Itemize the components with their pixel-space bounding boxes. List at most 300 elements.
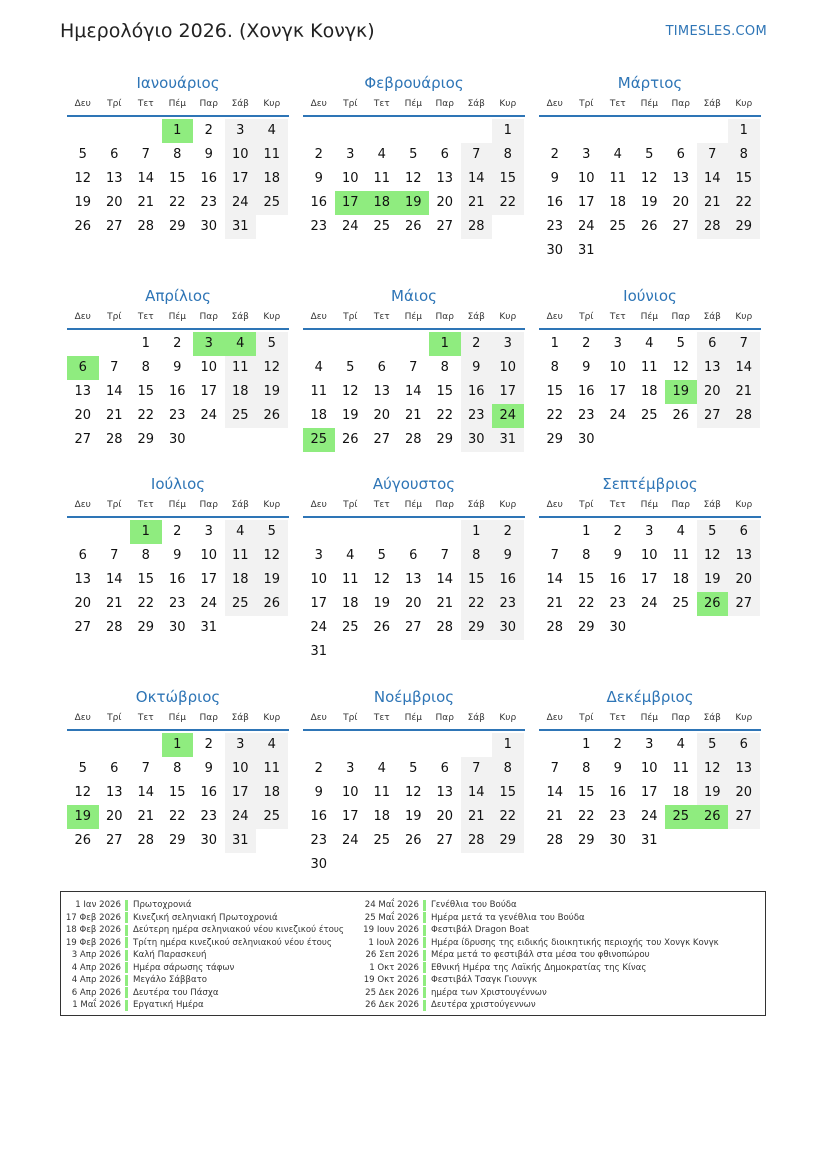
day-cell: 16 [168, 384, 186, 399]
day-cell: 30 [492, 616, 524, 640]
day-cell: 6 [697, 332, 729, 356]
day-cell: 4 [314, 360, 323, 375]
day-cell: 10 [640, 761, 658, 776]
day-cell: 3 [204, 524, 213, 539]
weekday-label: Παρ [671, 713, 690, 723]
day-cell: 4 [377, 147, 386, 162]
empty-cell [366, 332, 398, 356]
day-cell: 22 [577, 596, 595, 611]
weekday-header [303, 310, 525, 330]
day-cell: 27 [373, 432, 391, 447]
day-grid [303, 520, 525, 664]
day-cell: 23 [546, 219, 564, 234]
day-cell: 3 [645, 524, 654, 539]
holiday-marker [125, 950, 128, 961]
holiday-date: 6 Απρ 2026 [71, 987, 121, 998]
day-cell: 13 [105, 785, 123, 800]
weekday-label: Σάβ [703, 99, 721, 109]
day-cell: 12 [74, 785, 92, 800]
day-cell: 22 [492, 191, 524, 215]
weekday-label: Παρ [199, 312, 218, 322]
holiday-marker [125, 962, 128, 973]
weekday-header [67, 711, 289, 731]
empty-cell [429, 119, 461, 143]
empty-cell [67, 733, 99, 757]
day-cell: 15 [728, 167, 760, 191]
day-cell: 12 [256, 544, 288, 568]
weekday-label: Πέμ [168, 713, 186, 723]
holiday-row [359, 949, 719, 962]
day-cell: 17 [225, 781, 257, 805]
holiday-row [61, 974, 344, 987]
day-cell: 15 [577, 572, 595, 587]
holiday-marker [423, 987, 426, 998]
day-cell: 29 [492, 829, 524, 853]
weekday-header [539, 310, 761, 330]
day-cell: 5 [256, 520, 288, 544]
empty-cell [398, 520, 430, 544]
day-cell: 28 [105, 432, 123, 447]
day-cell: 26 [672, 408, 690, 423]
weekday-label: Δευ [310, 713, 327, 723]
holiday-row [359, 999, 719, 1012]
month-name: Μάιος [391, 287, 437, 305]
day-cell: 14 [137, 171, 155, 186]
holiday-name: Ημέρα μετά τα γενέθλια του Βούδα [431, 912, 585, 923]
day-cell: 25 [225, 592, 257, 616]
day-cell: 8 [461, 544, 493, 568]
day-cell: 8 [728, 143, 760, 167]
weekday-label: Παρ [435, 713, 454, 723]
day-cell: 7 [461, 143, 493, 167]
day-cell: 13 [373, 384, 391, 399]
day-cell: 10 [225, 143, 257, 167]
day-cell: 29 [137, 620, 155, 635]
day-cell: 17 [310, 596, 328, 611]
month-name: Ιούνιος [623, 287, 677, 305]
holiday-marker [125, 912, 128, 923]
holiday-date: 18 Φεβ 2026 [65, 925, 121, 936]
day-cell: 12 [697, 544, 729, 568]
day-cell: 28 [546, 620, 564, 635]
day-cell: 14 [546, 785, 564, 800]
empty-cell [99, 733, 131, 757]
empty-cell [67, 520, 99, 544]
weekday-header [303, 711, 525, 731]
day-cell: 27 [728, 592, 760, 616]
day-cell: 25 [341, 620, 359, 635]
day-cell: 19 [74, 195, 92, 210]
weekday-label: Κυρ [499, 500, 517, 510]
day-cell: 23 [310, 219, 328, 234]
day-cell: 21 [404, 408, 422, 423]
day-cell: 7 [110, 548, 119, 563]
day-cell: 10 [310, 572, 328, 587]
weekday-label: Σάβ [231, 713, 249, 723]
day-cell: 19 [697, 781, 729, 805]
weekday-label: Τετ [373, 99, 390, 109]
day-cell: 30 [461, 428, 493, 452]
day-cell: 20 [697, 380, 729, 404]
day-cell: 3 [582, 147, 591, 162]
empty-cell [335, 520, 367, 544]
day-cell: 28 [697, 215, 729, 239]
day-cell: 27 [436, 219, 454, 234]
day-cell: 21 [728, 380, 760, 404]
day-cell: 16 [200, 171, 218, 186]
holiday-day-cell: 25 [303, 428, 335, 452]
holiday-day-cell: 4 [225, 332, 257, 356]
holiday-marker [423, 925, 426, 936]
holiday-day-cell: 18 [366, 191, 398, 215]
day-cell: 4 [676, 524, 685, 539]
day-cell: 30 [200, 833, 218, 848]
weekday-label: Τρί [343, 500, 358, 510]
day-cell: 20 [728, 568, 760, 592]
weekday-label: Σάβ [231, 312, 249, 322]
holiday-day-cell: 6 [67, 356, 99, 380]
day-cell: 23 [168, 408, 186, 423]
day-cell: 14 [404, 384, 422, 399]
day-cell: 24 [640, 596, 658, 611]
day-cell: 12 [74, 171, 92, 186]
day-cell: 29 [168, 219, 186, 234]
day-cell: 28 [105, 620, 123, 635]
page-title: Ημερολόγιο 2026. (Χονγκ Κονγκ) [60, 20, 375, 42]
day-cell: 28 [137, 833, 155, 848]
weekday-label: Δευ [310, 500, 327, 510]
month-name: Σεπτέμβριος [602, 475, 698, 493]
empty-cell [366, 520, 398, 544]
day-cell: 13 [74, 572, 92, 587]
day-cell: 14 [546, 572, 564, 587]
day-cell: 20 [436, 195, 454, 210]
day-cell: 8 [440, 360, 449, 375]
day-cell: 18 [225, 380, 257, 404]
day-cell: 4 [676, 737, 685, 752]
day-cell: 12 [341, 384, 359, 399]
weekday-label: Παρ [671, 312, 690, 322]
day-cell: 9 [204, 147, 213, 162]
holiday-name: Φεστιβάλ Τσαγκ Γιουνγκ [431, 975, 538, 986]
holiday-row [61, 999, 344, 1012]
weekday-label: Τετ [373, 312, 390, 322]
day-cell: 16 [168, 572, 186, 587]
day-cell: 11 [672, 761, 690, 776]
day-cell: 3 [225, 119, 257, 143]
day-cell: 20 [105, 809, 123, 824]
weekday-header [539, 498, 761, 518]
weekday-label: Πέμ [640, 99, 658, 109]
day-cell: 23 [200, 195, 218, 210]
day-cell: 20 [74, 596, 92, 611]
day-cell: 27 [697, 404, 729, 428]
weekday-label: Κυρ [735, 99, 753, 109]
empty-cell [303, 520, 335, 544]
holiday-row [359, 924, 719, 937]
month-block [539, 474, 761, 640]
holiday-day-cell: 26 [697, 805, 729, 829]
weekday-label: Κυρ [499, 713, 517, 723]
day-cell: 31 [310, 644, 328, 659]
day-grid [539, 332, 761, 452]
day-cell: 29 [168, 833, 186, 848]
holiday-date: 19 Ιουν 2026 [363, 925, 419, 936]
day-cell: 14 [697, 167, 729, 191]
holiday-date: 1 Μαΐ 2026 [72, 1000, 121, 1011]
weekday-label: Δευ [74, 312, 91, 322]
day-cell: 18 [256, 167, 288, 191]
day-cell: 18 [341, 596, 359, 611]
holiday-row [61, 912, 344, 925]
day-cell: 4 [256, 733, 288, 757]
day-cell: 21 [461, 805, 493, 829]
weekday-header [67, 498, 289, 518]
day-cell: 6 [728, 520, 760, 544]
day-cell: 14 [137, 785, 155, 800]
holiday-date: 19 Οκτ 2026 [363, 975, 419, 986]
day-cell: 13 [697, 356, 729, 380]
weekday-label: Δευ [310, 99, 327, 109]
day-cell: 22 [168, 195, 186, 210]
weekday-label: Κυρ [735, 500, 753, 510]
weekday-label: Κυρ [499, 99, 517, 109]
day-cell: 29 [436, 432, 454, 447]
day-cell: 13 [436, 785, 454, 800]
day-cell: 16 [609, 785, 627, 800]
day-cell: 19 [256, 568, 288, 592]
weekday-label: Πέμ [640, 500, 658, 510]
weekday-label: Παρ [199, 500, 218, 510]
weekday-label: Παρ [199, 713, 218, 723]
day-cell: 25 [373, 833, 391, 848]
empty-cell [539, 733, 571, 757]
holiday-marker [423, 912, 426, 923]
day-cell: 12 [373, 572, 391, 587]
empty-cell [67, 119, 99, 143]
day-cell: 10 [341, 171, 359, 186]
day-cell: 8 [550, 360, 559, 375]
day-cell: 19 [640, 195, 658, 210]
day-cell: 17 [225, 167, 257, 191]
day-cell: 15 [461, 568, 493, 592]
holiday-marker [423, 937, 426, 948]
month-block [303, 687, 525, 877]
day-cell: 24 [200, 408, 218, 423]
day-cell: 3 [346, 761, 355, 776]
weekday-label: Σάβ [467, 312, 485, 322]
day-cell: 9 [314, 785, 323, 800]
day-cell: 18 [609, 195, 627, 210]
holiday-row [61, 899, 344, 912]
empty-cell [303, 119, 335, 143]
empty-cell [429, 733, 461, 757]
day-cell: 1 [461, 520, 493, 544]
empty-cell [130, 119, 162, 143]
holiday-name: Μέρα μετά το φεστιβάλ στα μέσα του φθινοπώρου [431, 950, 650, 961]
day-cell: 11 [609, 171, 627, 186]
month-block [303, 286, 525, 452]
day-cell: 22 [168, 809, 186, 824]
day-cell: 9 [613, 548, 622, 563]
day-cell: 26 [74, 219, 92, 234]
day-cell: 23 [461, 404, 493, 428]
weekday-label: Πέμ [168, 312, 186, 322]
month-block [303, 474, 525, 664]
day-cell: 5 [78, 147, 87, 162]
weekday-label: Τρί [579, 312, 594, 322]
day-cell: 24 [225, 805, 257, 829]
day-cell: 12 [256, 356, 288, 380]
holiday-date: 26 Δεκ 2026 [365, 1000, 419, 1011]
holiday-day-cell: 19 [665, 380, 697, 404]
day-cell: 25 [672, 596, 690, 611]
day-cell: 19 [341, 408, 359, 423]
day-cell: 31 [492, 428, 524, 452]
day-cell: 15 [492, 167, 524, 191]
day-cell: 11 [256, 143, 288, 167]
day-cell: 2 [613, 737, 622, 752]
day-cell: 4 [613, 147, 622, 162]
day-cell: 24 [640, 809, 658, 824]
holiday-row [359, 912, 719, 925]
weekday-label: Δευ [74, 713, 91, 723]
weekday-label: Παρ [671, 99, 690, 109]
day-cell: 20 [728, 781, 760, 805]
weekday-label: Σάβ [231, 500, 249, 510]
day-cell: 4 [256, 119, 288, 143]
day-cell: 7 [550, 761, 559, 776]
day-cell: 7 [141, 761, 150, 776]
holiday-column-right [359, 899, 719, 1012]
holiday-name: Μεγάλο Σάββατο [133, 975, 208, 986]
empty-cell [366, 119, 398, 143]
day-cell: 14 [105, 572, 123, 587]
day-cell: 30 [310, 857, 328, 872]
holiday-list [60, 891, 766, 1016]
day-cell: 26 [404, 219, 422, 234]
day-cell: 5 [645, 147, 654, 162]
day-cell: 14 [461, 781, 493, 805]
weekday-label: Τετ [609, 99, 626, 109]
day-cell: 24 [310, 620, 328, 635]
day-cell: 7 [141, 147, 150, 162]
day-cell: 19 [373, 596, 391, 611]
holiday-name: Εθνική Ημέρα της Λαϊκής Δημοκρατίας της Κίνας [431, 962, 647, 973]
day-cell: 6 [110, 147, 119, 162]
holiday-day-cell: 25 [665, 805, 697, 829]
day-cell: 5 [409, 147, 418, 162]
day-cell: 19 [256, 380, 288, 404]
holiday-row [61, 937, 344, 950]
day-cell: 25 [225, 404, 257, 428]
holiday-name: Φεστιβάλ Dragon Boat [431, 925, 530, 936]
holiday-row [359, 987, 719, 1000]
empty-cell [461, 119, 493, 143]
day-cell: 13 [728, 757, 760, 781]
day-grid [67, 733, 289, 853]
holiday-name: Καλή Παρασκευή [133, 950, 207, 961]
day-cell: 2 [173, 524, 182, 539]
brand-link[interactable]: TIMESLES.COM [665, 24, 767, 39]
day-cell: 29 [137, 432, 155, 447]
day-cell: 12 [672, 360, 690, 375]
month-name: Φεβρουάριος [364, 74, 464, 92]
day-cell: 26 [373, 620, 391, 635]
day-cell: 28 [436, 620, 454, 635]
day-cell: 17 [577, 195, 595, 210]
weekday-label: Σάβ [703, 312, 721, 322]
day-grid [67, 332, 289, 452]
holiday-name: Ημέρα ίδρυσης της ειδικής διοικητικής περιοχής του Χονγκ Κονγκ [431, 937, 719, 948]
day-cell: 21 [105, 596, 123, 611]
day-cell: 30 [609, 620, 627, 635]
month-block [67, 474, 289, 640]
day-cell: 2 [204, 737, 213, 752]
holiday-marker [423, 950, 426, 961]
day-cell: 18 [373, 809, 391, 824]
weekday-label: Τετ [137, 312, 154, 322]
day-cell: 7 [409, 360, 418, 375]
holiday-day-cell: 1 [162, 733, 194, 757]
day-grid [539, 119, 761, 263]
empty-cell [398, 733, 430, 757]
weekday-label: Τρί [107, 312, 122, 322]
month-name: Ιανουάριος [136, 74, 220, 92]
weekday-label: Τρί [107, 500, 122, 510]
day-cell: 28 [461, 215, 493, 239]
day-cell: 23 [577, 408, 595, 423]
month-name: Ιούλιος [150, 475, 206, 493]
day-cell: 2 [461, 332, 493, 356]
day-cell: 26 [404, 833, 422, 848]
day-cell: 2 [173, 336, 182, 351]
holiday-day-cell: 19 [398, 191, 430, 215]
day-cell: 17 [640, 785, 658, 800]
day-cell: 20 [672, 195, 690, 210]
day-cell: 27 [105, 833, 123, 848]
day-cell: 18 [640, 384, 658, 399]
day-cell: 10 [609, 360, 627, 375]
day-cell: 10 [640, 548, 658, 563]
day-cell: 26 [640, 219, 658, 234]
holiday-row [359, 974, 719, 987]
empty-cell [67, 332, 99, 356]
day-cell: 20 [436, 809, 454, 824]
holiday-name: Πρωτοχρονιά [133, 900, 192, 911]
day-cell: 1 [728, 119, 760, 143]
day-cell: 16 [461, 380, 493, 404]
day-cell: 22 [137, 596, 155, 611]
day-cell: 31 [200, 620, 218, 635]
day-cell: 12 [404, 785, 422, 800]
day-cell: 18 [225, 568, 257, 592]
day-cell: 11 [373, 785, 391, 800]
holiday-date: 1 Ιαν 2026 [75, 900, 121, 911]
day-cell: 22 [546, 408, 564, 423]
day-grid [303, 733, 525, 877]
day-grid [539, 733, 761, 853]
day-cell: 26 [74, 833, 92, 848]
day-grid [303, 119, 525, 239]
day-cell: 27 [74, 620, 92, 635]
day-cell: 10 [225, 757, 257, 781]
day-cell: 28 [546, 833, 564, 848]
holiday-day-cell: 26 [697, 592, 729, 616]
holiday-day-cell: 1 [130, 520, 162, 544]
weekday-label: Τετ [609, 713, 626, 723]
weekday-label: Δευ [74, 99, 91, 109]
